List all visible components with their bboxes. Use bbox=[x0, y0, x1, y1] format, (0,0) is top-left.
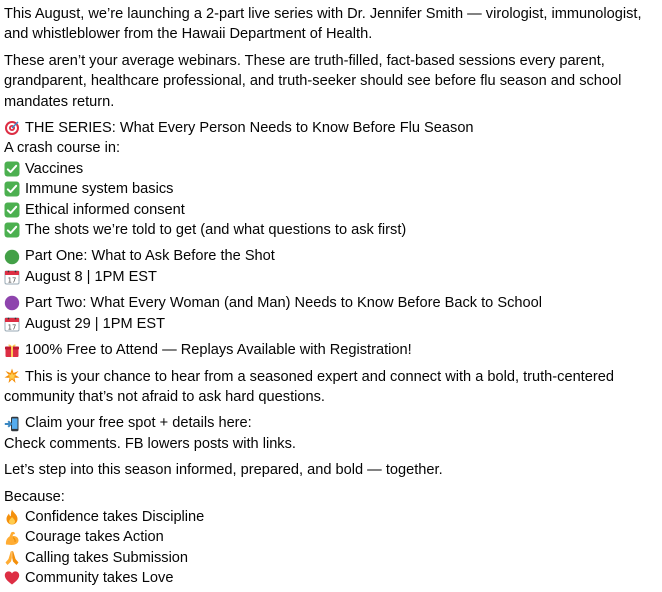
topic-label: Immune system basics bbox=[25, 181, 174, 198]
value-label: Courage takes Action bbox=[25, 529, 164, 546]
wrapped-gift-icon bbox=[4, 342, 20, 358]
fire-icon bbox=[4, 509, 20, 525]
chance-paragraph bbox=[4, 367, 658, 408]
part-two-date: August 29 | 1PM EST bbox=[25, 315, 166, 332]
part-one-title-line bbox=[4, 246, 658, 266]
calendar-icon bbox=[4, 269, 20, 285]
value-label: Calling takes Submission bbox=[25, 549, 189, 566]
mobile-arrow-icon bbox=[4, 416, 20, 432]
direct-hit-icon bbox=[4, 120, 20, 136]
part-one-title: Part One: What to Ask Before the Shot bbox=[25, 248, 275, 265]
value-item bbox=[4, 548, 658, 568]
topic-label: The shots we’re told to get (and what questions to ask first) bbox=[25, 222, 407, 239]
flexed-biceps-icon bbox=[4, 530, 20, 546]
free-line bbox=[4, 340, 658, 360]
free-text: 100% Free to Attend — Replays Available with Registration! bbox=[25, 342, 412, 359]
topic-label: Ethical informed consent bbox=[25, 201, 185, 218]
part-two-title-line bbox=[4, 293, 658, 313]
collision-icon bbox=[4, 368, 20, 384]
crash-course-line: A crash course in: bbox=[4, 140, 120, 157]
part-one-date-line bbox=[4, 267, 658, 287]
value-item bbox=[4, 507, 658, 527]
value-item bbox=[4, 527, 658, 547]
check-comments-text: Check comments. FB lowers posts with links. bbox=[4, 435, 296, 452]
value-label: Community takes Love bbox=[25, 570, 174, 587]
part-one-date: August 8 | 1PM EST bbox=[25, 268, 157, 285]
value-item bbox=[4, 568, 658, 588]
pitch-paragraph: These aren’t your average webinars. These are truth-filled, fact-based sessions every parent, grandparent, healthcare professional, and truth-seeker should see before flu season and school mandates return. bbox=[4, 52, 622, 110]
topic-label: Vaccines bbox=[25, 160, 84, 177]
chance-text: This is your chance to hear from a seasoned expert and connect with a bold, truth-centered community that’s not afraid to ask hard questions. bbox=[4, 368, 614, 405]
check-mark-button-icon bbox=[4, 161, 20, 177]
series-title: THE SERIES: What Every Person Needs to Know Before Flu Season bbox=[25, 120, 474, 137]
calendar-icon bbox=[4, 316, 20, 332]
svg-text:17: 17 bbox=[7, 323, 17, 332]
svg-text:17: 17 bbox=[7, 276, 17, 285]
because-label: Because: bbox=[4, 488, 65, 505]
topic-item bbox=[4, 220, 658, 240]
claim-line bbox=[4, 413, 658, 433]
topic-item bbox=[4, 179, 658, 199]
check-mark-button-icon bbox=[4, 202, 20, 218]
topic-item bbox=[4, 200, 658, 220]
part-two-title: Part Two: What Every Woman (and Man) Needs to Know Before Back to School bbox=[25, 295, 542, 312]
purple-circle-icon bbox=[4, 295, 20, 311]
check-mark-button-icon bbox=[4, 181, 20, 197]
part-two-date-line bbox=[4, 314, 658, 334]
folded-hands-icon bbox=[4, 550, 20, 566]
closing-text: Let’s step into this season informed, prepared, and bold — together. bbox=[4, 462, 443, 479]
red-heart-icon bbox=[4, 570, 20, 586]
value-label: Confidence takes Discipline bbox=[25, 508, 205, 525]
claim-text: Claim your free spot + details here: bbox=[25, 415, 252, 432]
check-mark-button-icon bbox=[4, 222, 20, 238]
intro-paragraph: This August, we’re launching a 2-part live series with Dr. Jennifer Smith — virologist, immunologist, and whistleblower from the Hawaii Department of Health. bbox=[4, 6, 642, 43]
series-title-line bbox=[4, 118, 658, 138]
topic-item bbox=[4, 159, 658, 179]
green-circle-icon bbox=[4, 249, 20, 265]
